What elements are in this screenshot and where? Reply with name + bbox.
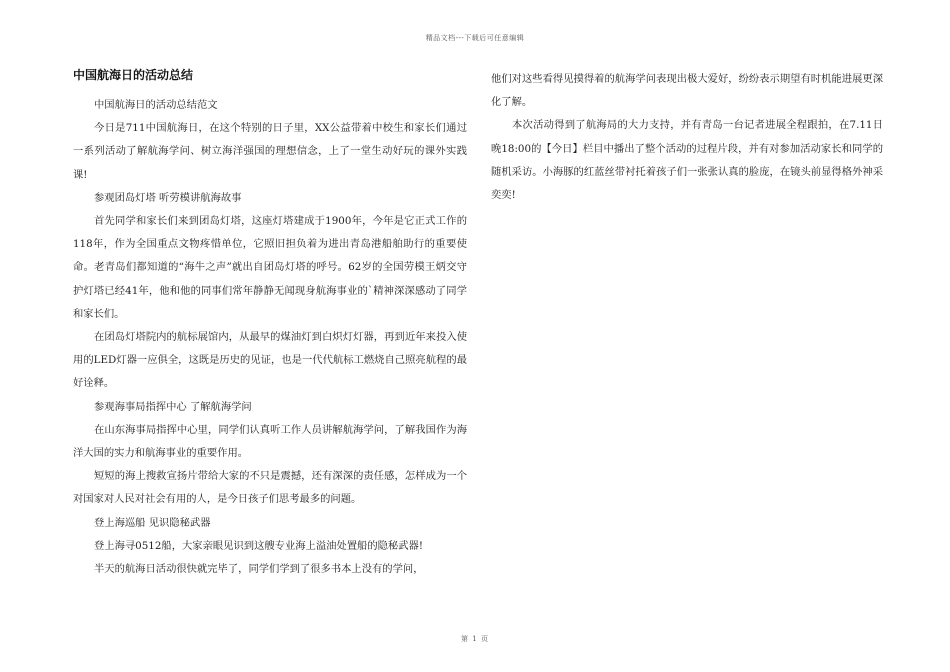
paragraph-lighthouse: 首先同学和家长们来到团岛灯塔，这座灯塔建成于1900年，今年是它正式工作的118年，作为全国重点文物疼惜单位，它照旧担负着为进出青岛港船舶助行的重要使命。老青岛们都知道的“海牛之声”就出自团岛灯塔的呼号。62岁的全国劳模王炳交守护灯塔已经41年，他和他的同事们常年静静无闻现身航海事业的`精神深深感动了同学和家长们。 xyxy=(73,215,467,320)
paragraph-maritime-center: 在山东海事局指挥中心里，同学们认真听工作人员讲解航海学问，了解我国作为海洋大国的实力和航海事业的重要作用。 xyxy=(73,423,467,460)
paragraph-patrol-ship: 登上海寻0512船，大家亲眼见识到这艘专业海上溢油处置船的隐秘武器! xyxy=(94,539,423,552)
paragraph-summary-start: 半天的航海日活动很快就完毕了，同学们学到了很多书本上没有的学问， xyxy=(94,563,424,576)
paragraph-subtitle: 中国航海日的活动总结范文 xyxy=(94,99,218,111)
section-heading-maritime-center: 参观海事局指挥中心 了解航海学问 xyxy=(94,400,252,413)
page-header-note: 精品文档---下载后可任意编辑 xyxy=(425,34,525,42)
document-title: 中国航海日的活动总结 xyxy=(73,68,194,82)
paragraph-exhibition: 在团岛灯塔院内的航标展馆内，从最早的煤油灯到白炽灯灯器，再到近年来投入使用的LED灯器一应俱全，这既是历史的见证，也是一代代航标工燃烧自己照亮航程的最好诠释。 xyxy=(73,331,467,390)
page-number: 第 1 页 xyxy=(461,635,489,643)
section-heading-patrol-ship: 登上海巡船 见识隐秘武器 xyxy=(94,516,211,529)
paragraph-support: 本次活动得到了航海局的大力支持，并有青岛一台记者进展全程跟拍，在7.11日晚18:00的【今日】栏目中播出了整个活动的过程片段，并有对参加活动家长和同学的随机采访。小海豚的红蓝丝带衬托着孩子们一张张认真的脸庞，在镜头前显得格外神采奕奕! xyxy=(491,119,883,202)
paragraph-intro: 今日是711中国航海日，在这个特别的日子里，XX公益带着中校生和家长们通过一系列活动了解航海学问、树立海洋强国的理想信念，上了一堂生动好玩的课外实践课! xyxy=(73,122,467,181)
paragraph-summary-continued: 他们对这些看得见摸得着的航海学问表现出极大爱好，纷纷表示期望有时机能进展更深化了解。 xyxy=(491,73,883,109)
paragraph-rescue-film: 短短的海上搜救宣扬片带给大家的不只是震撼，还有深深的责任感，怎样成为一个对国家对人民对社会有用的人，是今日孩子们思考最多的问题。 xyxy=(73,470,467,506)
section-heading-lighthouse: 参观团岛灯塔 听劳模讲航海故事 xyxy=(94,191,242,204)
right-column xyxy=(491,68,883,207)
left-column xyxy=(73,68,467,581)
